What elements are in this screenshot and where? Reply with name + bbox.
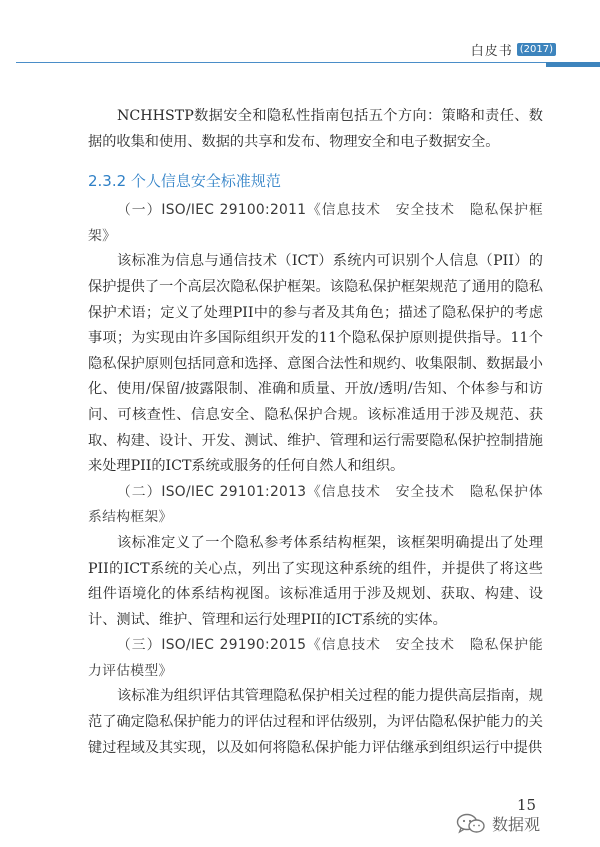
header-title: 白皮书 [470,44,513,59]
header-accent-block [546,62,600,67]
page-number: 15 [517,796,537,814]
standard-1-title: （一）ISO/IEC 29100:2011《信息技术 安全技术 隐私保护框架》 [88,202,543,244]
header-rule [16,62,546,63]
page-content [88,104,543,761]
standard-2-paragraph: 该标准定义了一个隐私参考体系结构框架，该框架明确提出了处理PII的ICT系统的关心点，列出了实现这种系统的组件，并提供了将这些组件语境化的体系结构视图。该标准适用于涉及规划、获取、构建、设计、测试、维护、管理和运行处理PII的ICT系统的实体。 [88,534,543,628]
watermark [456,812,540,835]
watermark-text: 数据观 [492,815,541,834]
standard-3-title: （三）ISO/IEC 29190:2015《信息技术 安全技术 隐私保护能力评估模型》 [88,637,543,679]
standard-2-title: （二）ISO/IEC 29101:2013《信息技术 安全技术 隐私保护体系结构框架》 [88,483,543,526]
section-heading: 2.3.2 个人信息安全标准规范 [88,172,281,191]
header-year-badge: (2017) [517,43,556,56]
intro-paragraph: NCHHSTP数据安全和隐私性指南包括五个方向：策略和责任、数据的收集和使用、数据的共享和发布、物理安全和电子数据安全。 [88,108,543,150]
standard-3-paragraph: 该标准为组织评估其管理隐私保护相关过程的能力提供高层指南，规范了确定隐私保护能力的评估过程和评估级别，为评估隐私保护能力的关键过程域及其实现，以及如何将隐私保护能力评估继承到组织运行中提供 [88,688,543,756]
page-header [471,40,556,59]
standard-1-paragraph: 该标准为信息与通信技术（ICT）系统内可识别个人信息（PII）的保护提供了一个高层次隐私保护框架。该隐私保护框架规范了通用的隐私保护术语；定义了处理PII中的参与者及其角色；描述了隐私保护的考虑事项；为实现由许多国际组织开发的11个隐私保护原则提供指导。11个隐私保护原则包括同意和选择、意图合法性和规约、收集限制、数据最小化、使用/保留/披露限制、准确和质量、开放/透明/告知、个体参与和访问、可核查性、信息安全、隐私保护合规。该标准适用于涉及规范、获取、构建、设计、开发、测试、维护、管理和运行需要隐私保护控制措施来处理PII的ICT系统或服务的任何自然人和组织。 [88,253,543,475]
wechat-icon [456,813,486,835]
